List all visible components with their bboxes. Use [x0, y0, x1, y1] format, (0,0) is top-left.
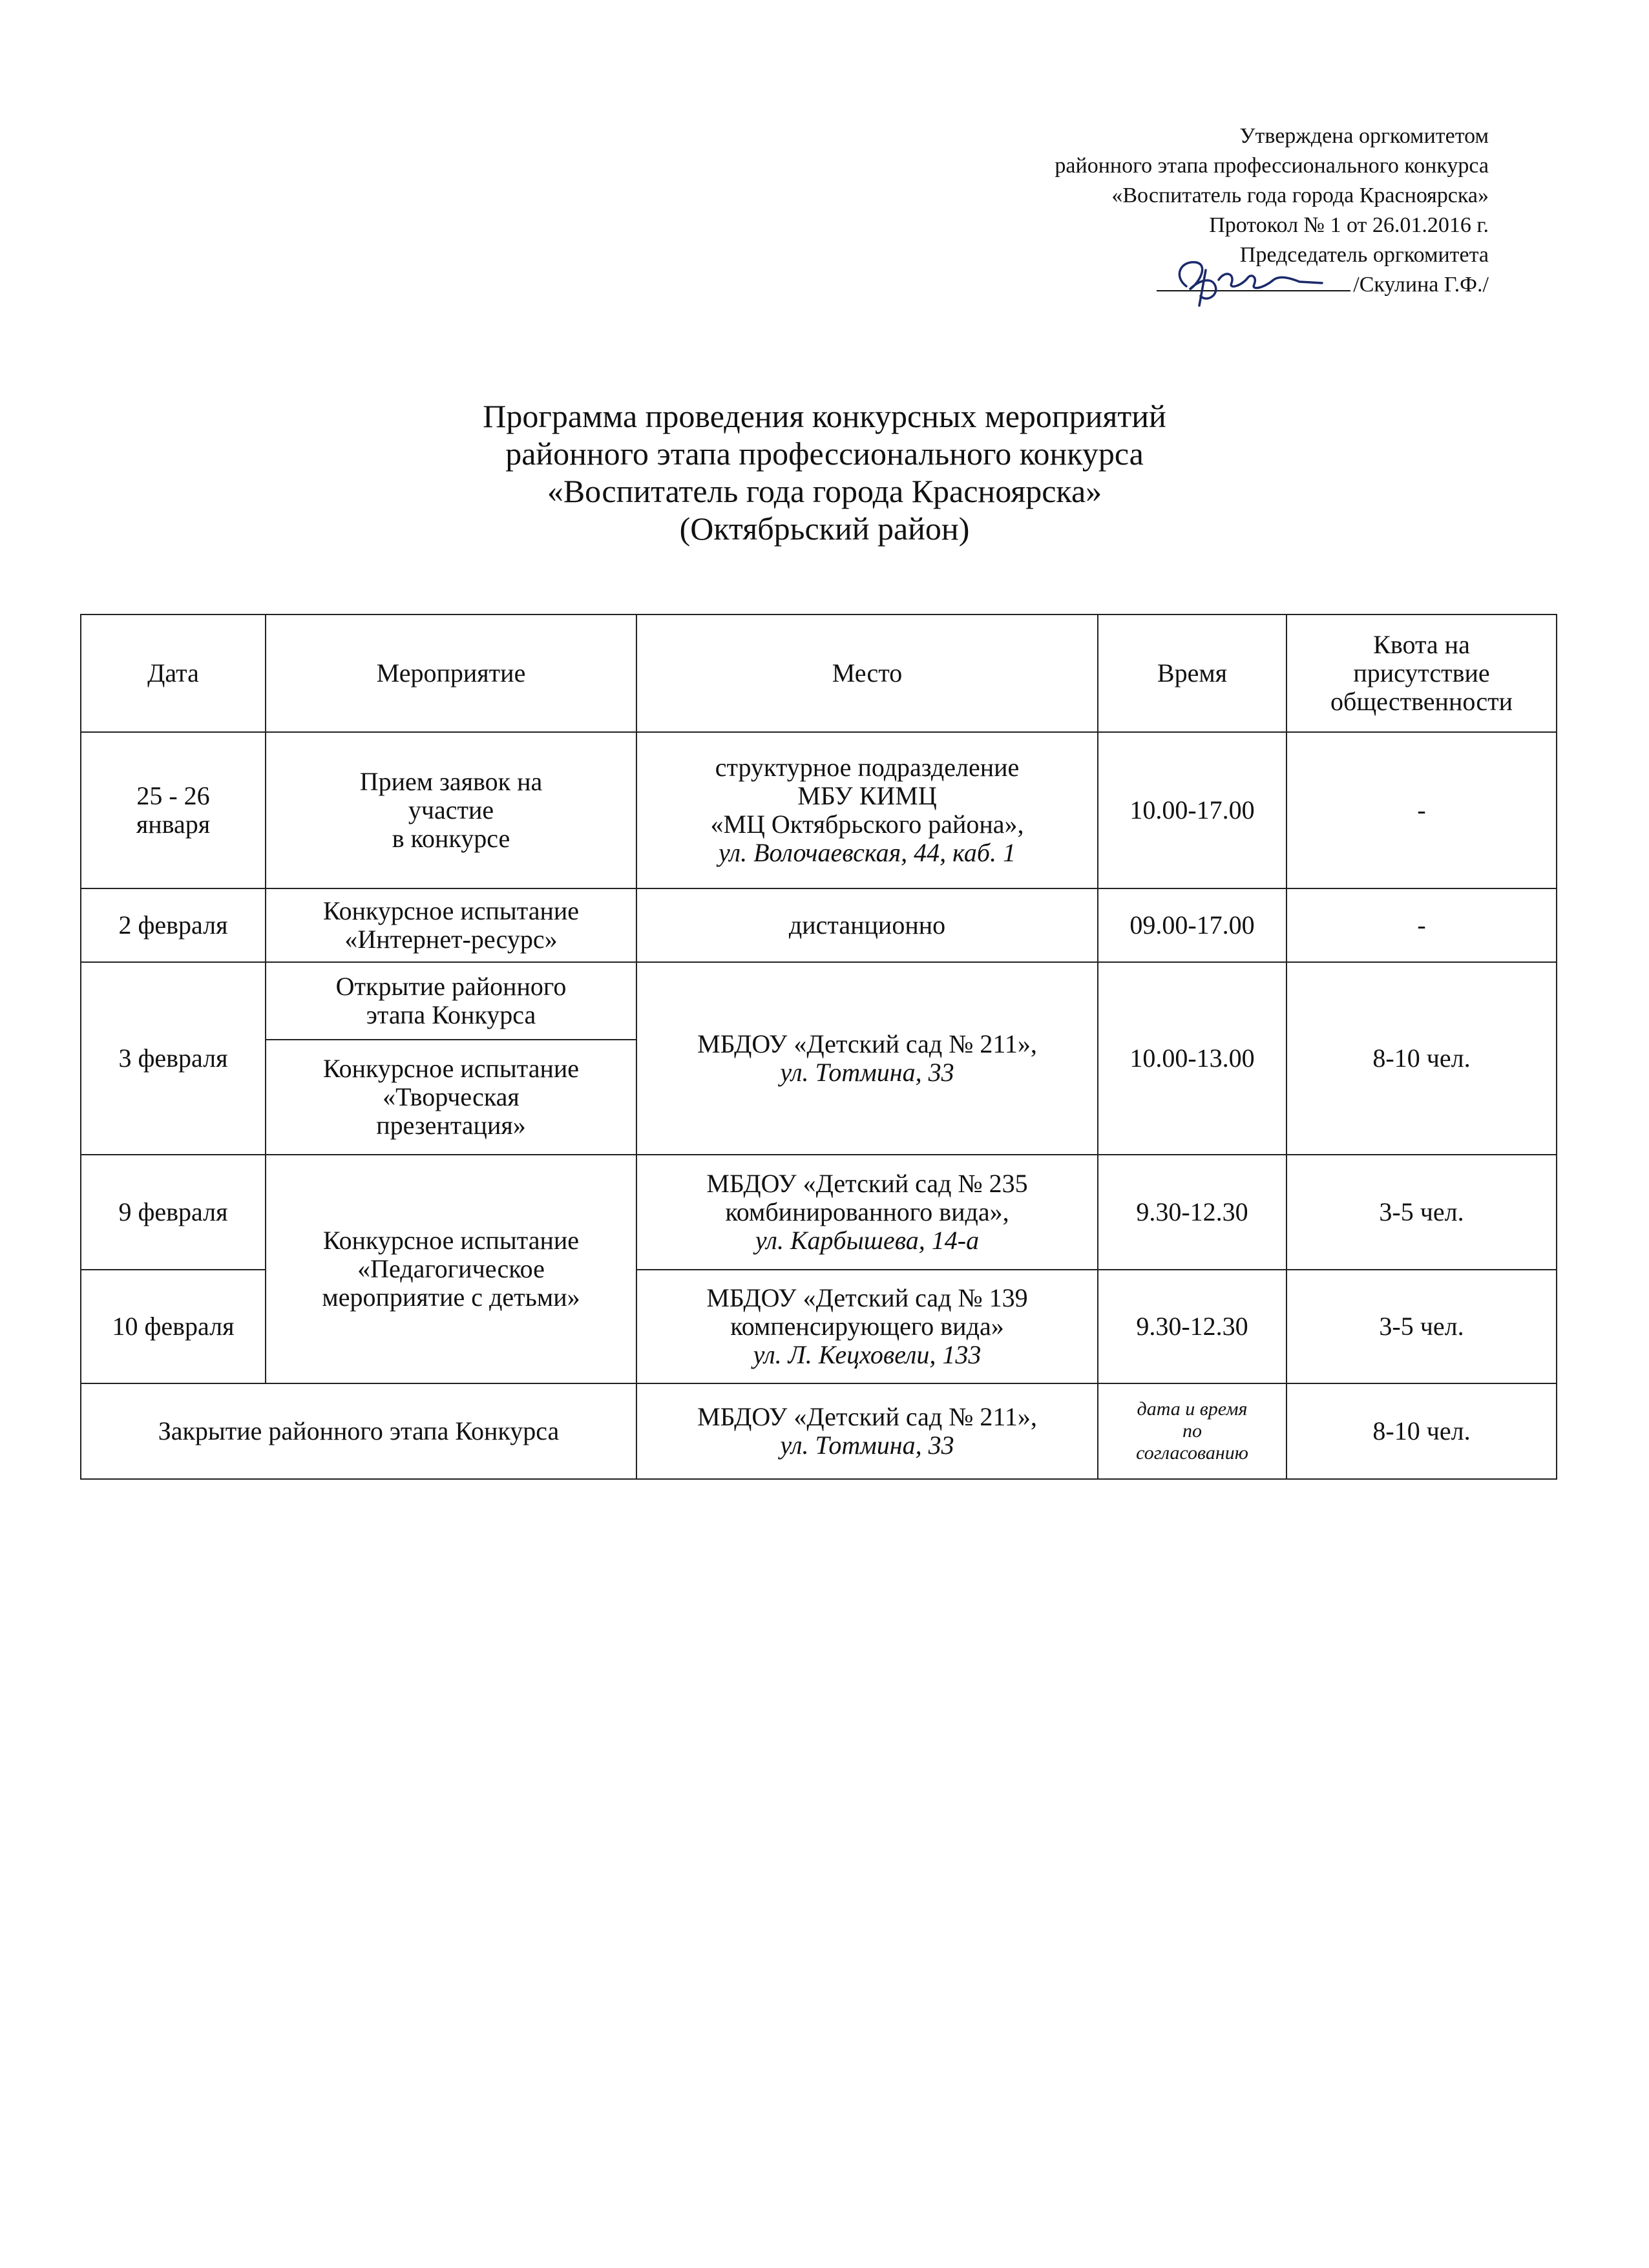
title-line-4: (Октябрьский район)	[679, 510, 970, 547]
handwritten-signature	[1161, 251, 1329, 309]
place-address: ул. Тотмина, 33	[780, 1431, 954, 1460]
signature-name: /Скулина Г.Ф./	[1353, 273, 1489, 297]
event-line: участие	[408, 795, 494, 824]
cell-time: 09.00-17.00	[1098, 888, 1287, 962]
cell-event	[266, 888, 636, 962]
title-line-1: Программа проведения конкурсных мероприятий	[483, 398, 1166, 434]
event-line: этапа Конкурса	[366, 1000, 536, 1029]
cell-place	[636, 1270, 1098, 1383]
cell-time: 10.00-13.00	[1098, 962, 1287, 1155]
signature-area	[1157, 270, 1353, 300]
event-line: «Интернет-ресурс»	[344, 925, 558, 954]
program-table	[80, 614, 1557, 1480]
cell-place	[636, 1155, 1098, 1270]
header-quota-line: Квота на	[1373, 630, 1470, 659]
place-line: МБДОУ «Детский сад № 139	[706, 1283, 1028, 1312]
event-line: Конкурсное испытание	[322, 896, 580, 925]
place-line: комбинированного вида»,	[725, 1197, 1009, 1226]
approval-line-2: районного этапа профессионального конкурса	[1055, 154, 1489, 178]
cell-place: дистанционно	[636, 888, 1098, 962]
table-row	[81, 888, 1557, 962]
date-line: января	[136, 810, 211, 839]
place-line: МБДОУ «Детский сад № 235	[706, 1169, 1028, 1198]
cell-date: 9 февраля	[81, 1155, 266, 1270]
cell-date: 10 февраля	[81, 1270, 266, 1383]
header-event: Мероприятие	[266, 614, 636, 732]
cell-time: 10.00-17.00	[1098, 732, 1287, 888]
place-line: структурное подразделение	[715, 753, 1020, 782]
cell-time	[1098, 1383, 1287, 1479]
table-row	[81, 962, 1557, 1040]
approval-line-4: Протокол № 1 от 26.01.2016 г.	[1209, 213, 1489, 237]
cell-event	[266, 962, 636, 1040]
cell-quota: 8-10 чел.	[1287, 962, 1557, 1155]
event-line: «Педагогическое	[357, 1254, 545, 1283]
approval-line-1: Утверждена оргкомитетом	[1239, 124, 1489, 148]
event-line: в конкурсе	[392, 824, 510, 853]
cell-quota: -	[1287, 732, 1557, 888]
event-line: Конкурсное испытание	[322, 1054, 580, 1083]
cell-event	[266, 732, 636, 888]
event-line: «Творческая	[383, 1082, 520, 1111]
cell-place	[636, 962, 1098, 1155]
place-address: ул. Волочаевская, 44, каб. 1	[718, 838, 1016, 867]
time-line: дата и время	[1137, 1398, 1248, 1420]
approval-line-5: Председатель оргкомитета	[1239, 243, 1489, 267]
approval-line-3: «Воспитатель года города Красноярска»	[1111, 184, 1489, 207]
table-row	[81, 1383, 1557, 1479]
cell-quota: -	[1287, 888, 1557, 962]
event-line: Конкурсное испытание	[322, 1226, 580, 1255]
cell-time: 9.30-12.30	[1098, 1270, 1287, 1383]
table-row	[81, 1155, 1557, 1270]
place-line: МБДОУ «Детский сад № 211»,	[697, 1029, 1037, 1058]
cell-date: 3 февраля	[81, 962, 266, 1155]
table-row	[81, 732, 1557, 888]
date-line: 25 - 26	[136, 781, 210, 810]
cell-closing-event: Закрытие районного этапа Конкурса	[81, 1383, 636, 1479]
cell-place	[636, 732, 1098, 888]
cell-quota: 3-5 чел.	[1287, 1270, 1557, 1383]
event-line: презентация»	[376, 1111, 526, 1140]
place-address: ул. Тотмина, 33	[780, 1058, 954, 1087]
header-quota-line: общественности	[1330, 687, 1513, 716]
cell-quota: 8-10 чел.	[1287, 1383, 1557, 1479]
place-address: ул. Л. Кецховели, 133	[753, 1340, 982, 1369]
title-line-3: «Воспитатель года города Красноярска»	[547, 473, 1102, 509]
time-line: согласованию	[1136, 1442, 1248, 1464]
place-line: компенсирующего вида»	[730, 1312, 1004, 1341]
cell-time: 9.30-12.30	[1098, 1155, 1287, 1270]
approval-block	[843, 121, 1489, 300]
header-quota	[1287, 614, 1557, 732]
cell-event	[266, 1155, 636, 1383]
header-time: Время	[1098, 614, 1287, 732]
header-date: Дата	[81, 614, 266, 732]
cell-place	[636, 1383, 1098, 1479]
time-line: по	[1182, 1420, 1202, 1442]
title-line-2: районного этапа профессионального конкурса	[505, 436, 1144, 472]
cell-date	[81, 732, 266, 888]
header-quota-line: присутствие	[1353, 658, 1490, 688]
cell-event	[266, 1040, 636, 1155]
place-line: МБУ КИМЦ	[797, 781, 937, 810]
place-address: ул. Карбышева, 14-а	[755, 1226, 980, 1255]
cell-quota: 3-5 чел.	[1287, 1155, 1557, 1270]
event-line: мероприятие с детьми»	[322, 1283, 580, 1312]
event-line: Прием заявок на	[359, 767, 543, 796]
place-line: «МЦ Октябрьского района»,	[710, 810, 1024, 839]
event-line: Открытие районного	[335, 972, 567, 1001]
header-place: Место	[636, 614, 1098, 732]
place-line: МБДОУ «Детский сад № 211»,	[697, 1402, 1037, 1431]
cell-date: 2 февраля	[81, 888, 266, 962]
signature-row	[843, 270, 1489, 300]
document-title	[0, 397, 1649, 547]
table-header-row	[81, 614, 1557, 732]
